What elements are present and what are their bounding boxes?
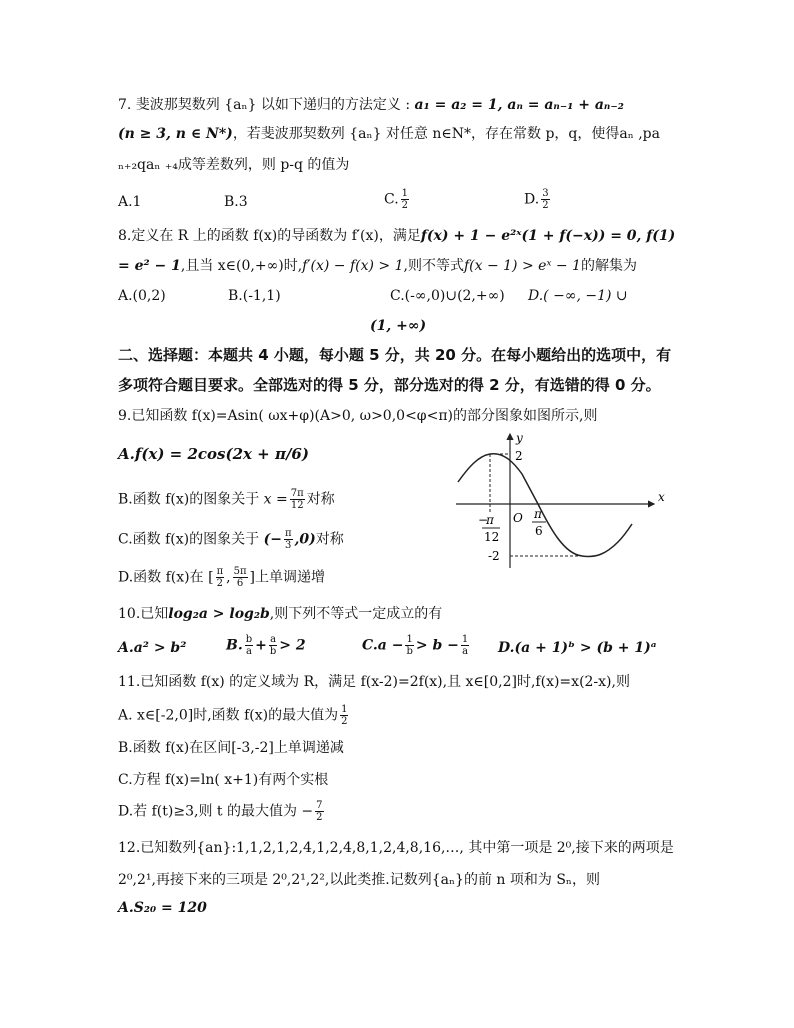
q10-stem: 10.已知log₂a > log₂b,则下列不等式一定成立的有 (118, 606, 443, 622)
x-tick-neg-pi12-minus: − (478, 513, 489, 527)
q9-option-d: D.函数 f(x)在 [ $\frac{\pi}{2}$ , $\frac{5\pi}{6}$ ]上单调递增 (118, 566, 325, 589)
q7-option-d: D. $\frac{3}{2}$ (524, 188, 549, 211)
x-tick-pi6-den: 6 (535, 524, 543, 538)
q11-option-c: C.方程 f(x)=ln( x+1)有两个实根 (118, 772, 329, 788)
q11-option-d: D.若 f(t)≥3,则 t 的最大值为 − $\frac{7}{2}$ (118, 800, 323, 823)
origin-label: O (513, 511, 523, 525)
q10-option-b: B. $\frac{b}{a}$ + $\frac{a}{b}$ > 2 (226, 634, 306, 657)
q11-stem: 11.已知函数 f(x) 的定义域为 R，满足 f(x-2)=2f(x),且 x∈[0,2]时,f(x)=x(2-x),则 (118, 674, 630, 690)
q7-option-a: A.1 (118, 194, 142, 210)
q9-option-a: A.f(x) = 2cos(2x + π/6) (118, 445, 309, 463)
q7-line-1: 7. 斐波那契数列 {aₙ} 以如下递归的方法定义 : a₁ = a₂ = 1, aₙ = aₙ₋₁ + aₙ₋₂ (118, 97, 624, 113)
q9-function-graph (452, 428, 680, 574)
q12-line-2: 2⁰,2¹,再接下来的三项是 2⁰,2¹,2²,以此类推.记数列{aₙ}的前 n 项和为 Sₙ，则 (118, 872, 600, 888)
x-tick-neg-pi12-num: π (486, 513, 494, 527)
q12-line-1: 12.已知数列{an}:1,1,2,1,2,4,1,2,4,8,1,2,4,8,16,…, 其中第一项是 2⁰,接下来的两项是 (118, 840, 674, 856)
q7-line-3: ₙ₊₂qaₙ ₊₄成等差数列，则 p-q 的值为 (118, 157, 350, 173)
q11-option-b: B.函数 f(x)在区间[-3,-2]上单调递减 (118, 740, 344, 756)
x-tick-pi6-num: π (534, 507, 542, 521)
x-label: x (658, 490, 665, 504)
q8-option-d-continued: (1, +∞) (370, 318, 427, 334)
q10-option-a: A.a² > b² (118, 640, 187, 656)
q8-option-a: A.(0,2) (118, 288, 166, 304)
q10-option-d: D.(a + 1)ᵇ > (b + 1)ᵃ (498, 640, 657, 656)
q7-option-c: C. $\frac{1}{2}$ (384, 188, 409, 211)
section-2-heading-line-2: 多项符合题目要求。全部选对的得 5 分，部分选对的得 2 分，有选错的得 0 分。 (118, 376, 661, 394)
x-tick-neg-pi12-den: 12 (484, 530, 500, 544)
q9-option-c: C.函数 f(x)的图象关于 (− $\frac{\pi}{3}$ ,0)对称 (118, 528, 344, 551)
q8-line-2: = e² − 1,且当 x∈(0,+∞)时,f′(x) − f(x) > 1,则不等式f(x − 1) > eˣ − 1的解集为 (118, 258, 637, 274)
section-2-heading: 二、选择题：本题共 4 小题，每小题 5 分，共 20 分。在每小题给出的选项中，有 (118, 346, 672, 364)
q9-option-b: B.函数 f(x)的图象关于 x = $\frac{7\pi}{12}$ 对称 (118, 488, 335, 511)
y-label: y (516, 431, 523, 445)
q11-option-a: A. x∈[-2,0]时,函数 f(x)的最大值为 $\frac{1}{2}$ (118, 704, 348, 727)
q10-option-c: C.a − $\frac{1}{b}$ > b − $\frac{1}{a}$ (362, 634, 469, 657)
y-tick-neg2: -2 (488, 549, 500, 563)
q9-stem: 9.已知函数 f(x)=Asin( ωx+φ)(A>0, ω>0,0<φ<π)的部分图象如图所示,则 (118, 408, 598, 424)
q8-line-1: 8.定义在 R 上的函数 f(x)的导函数为 f′(x)，满足f(x) + 1 − e²ˣ(1 + f(−x)) = 0, f(1) (118, 228, 676, 244)
q12-option-a: A.S₂₀ = 120 (118, 900, 207, 916)
q8-option-d: D.( −∞, −1) ∪ (528, 288, 628, 304)
q8-option-c: C.(-∞,0)∪(2,+∞) (390, 288, 505, 304)
y-tick-2: 2 (515, 449, 523, 463)
q8-option-b: B.(-1,1) (228, 288, 281, 304)
q7-line-2: (n ≥ 3, n ∈ N*)，若斐波那契数列 {aₙ} 对任意 n∈N*，存在常数 p，q，使得aₙ ,pa (118, 126, 660, 142)
q7-option-b: B.3 (224, 194, 248, 210)
